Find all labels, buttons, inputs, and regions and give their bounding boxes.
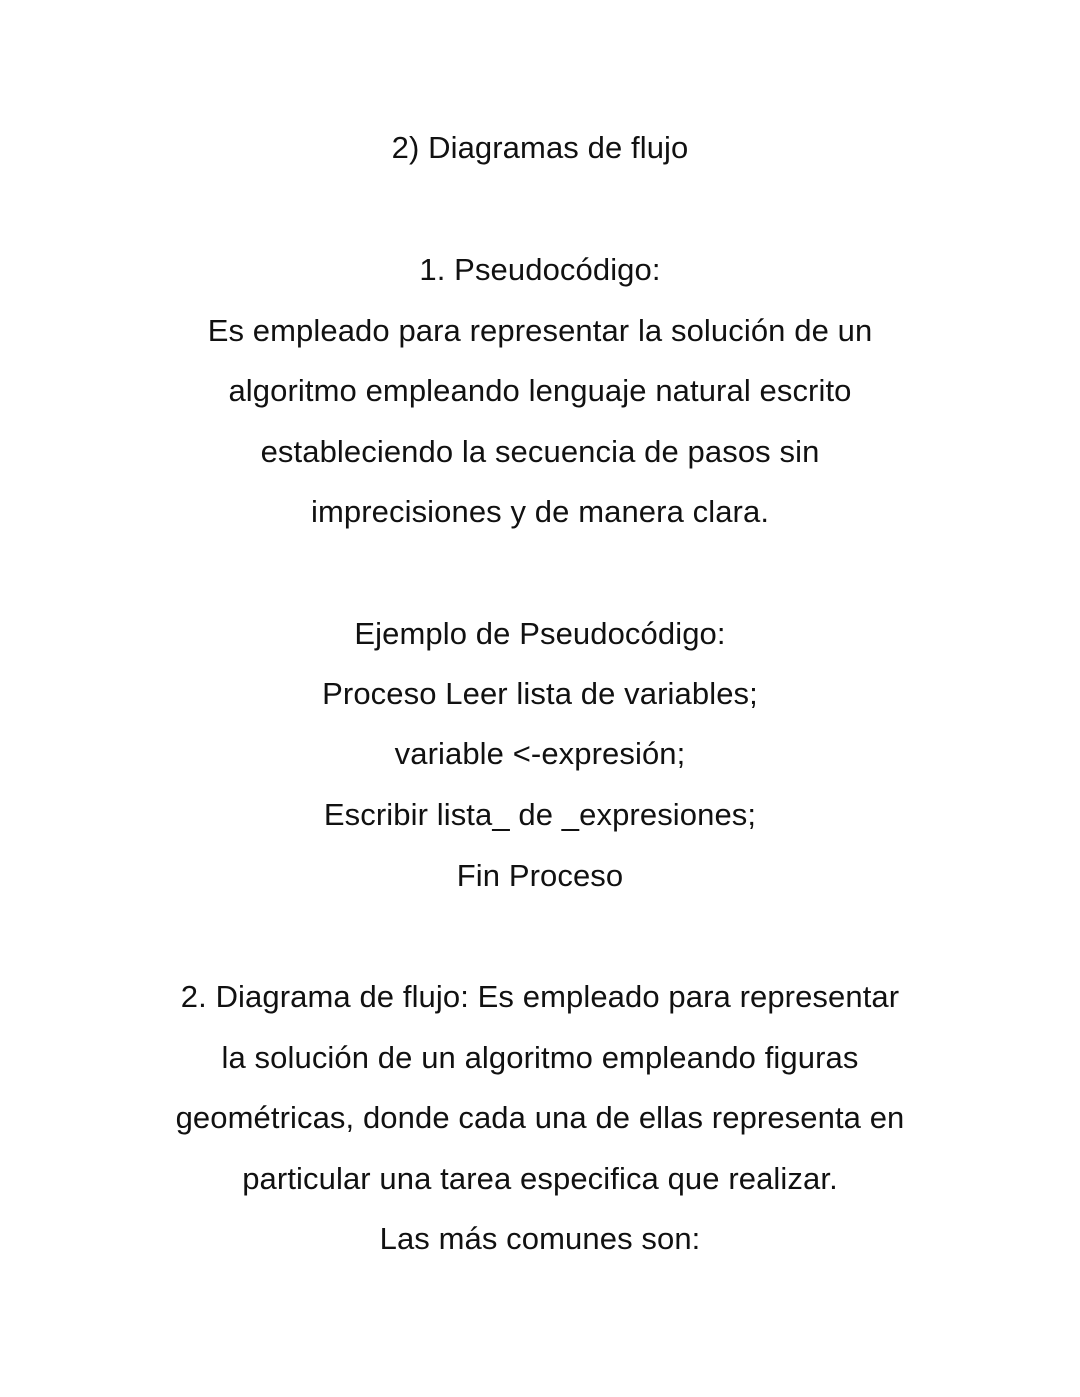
page-title: 2) Diagramas de flujo (391, 130, 689, 165)
section2-paragraph-line: particular una tarea especifica que realizar. (242, 1161, 838, 1196)
example-line: Proceso Leer lista de variables; (322, 676, 758, 711)
section1-paragraph-line: Es empleado para representar la solución de un (207, 313, 873, 348)
example-line: variable <-expresión; (394, 736, 686, 771)
section1-paragraph-line: imprecisiones y de manera clara. (310, 494, 770, 529)
section1-paragraph-line: estableciendo la secuencia de pasos sin (260, 434, 820, 469)
section2-paragraph-line: geométricas, donde cada una de ellas representa en (175, 1100, 905, 1135)
section1-paragraph-line: algoritmo empleando lenguaje natural escrito (228, 373, 852, 408)
section2-paragraph-line: la solución de un algoritmo empleando figuras (221, 1040, 859, 1075)
section2-closing: Las más comunes son: (379, 1221, 701, 1256)
example-line: Escribir lista_ de _expresiones; (323, 797, 757, 832)
section2-paragraph-line: 2. Diagrama de flujo: Es empleado para representar (180, 979, 900, 1014)
example-heading: Ejemplo de Pseudocódigo: (354, 616, 726, 651)
example-line: Fin Proceso (456, 858, 624, 893)
section1-heading: 1. Pseudocódigo: (419, 252, 661, 287)
